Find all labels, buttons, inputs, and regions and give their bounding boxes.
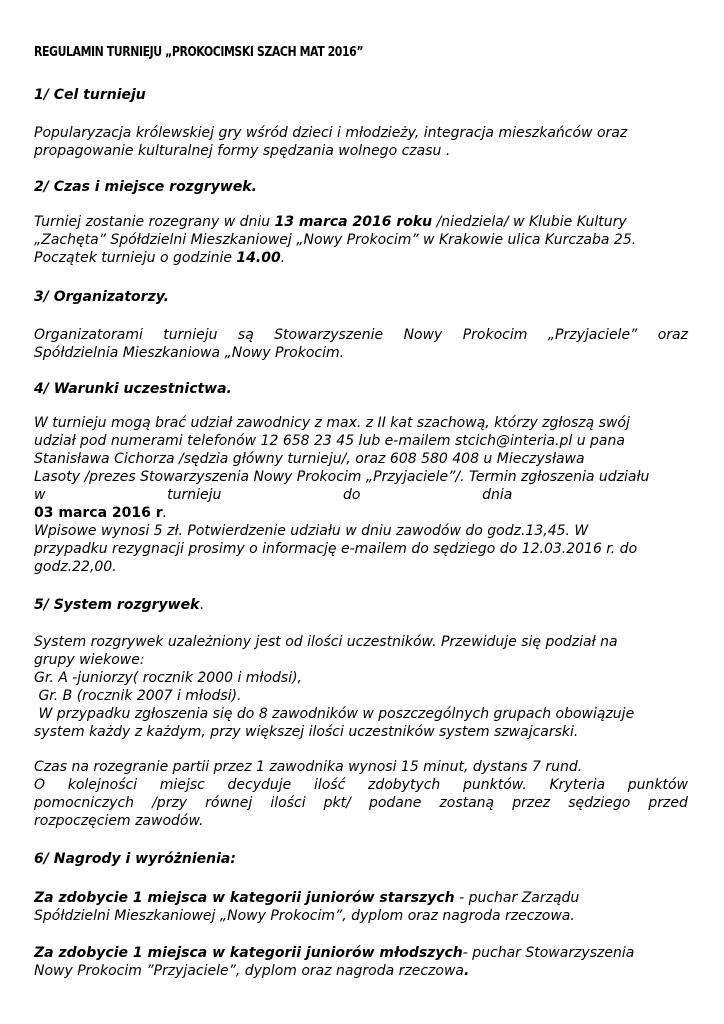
- section-5-line-3: Gr. A -juniorzy( rocznik 2000 i młodsi),: [34, 670, 303, 686]
- section-4-line-2: udział pod numerami telefonów 12 658 23 45 lub e-mailem stcich@interia.pl u pana: [34, 433, 625, 449]
- w: w: [34, 487, 46, 503]
- section-5-line-9: [34, 794, 688, 812]
- w: turnieju: [167, 487, 222, 503]
- w: /przy: [152, 795, 188, 811]
- section-1-heading: 1/ Cel turnieju: [34, 87, 146, 103]
- section-5-line-1: System rozgrywek uzależniony jest od ilości uczestników. Przewiduje się podział na: [34, 634, 618, 650]
- section-5-line-6: system każdy z każdym, przy większej ilości uczestników system szwajcarski.: [34, 724, 579, 740]
- text: .: [280, 250, 286, 266]
- w: są: [237, 327, 254, 343]
- section-6-line-1: [34, 889, 688, 907]
- text: /niedziela/ w Klubie Kultury: [432, 214, 627, 230]
- section-5-line-10: rozpoczęciem zawodów.: [34, 813, 204, 829]
- section-5-line-4: Gr. B (rocznik 2007 i młodsi).: [34, 688, 242, 704]
- section-4-line-9: godz.22,00.: [34, 559, 117, 575]
- section-4-line-3: Stanisława Cichorza /sędzia główny turnieju/, oraz 608 580 408 u Mieczysława: [34, 451, 585, 467]
- section-4-line-4: Lasoty /prezes Stowarzyszenia Nowy Prokocim „Przyjaciele”/. Termin zgłoszenia udziału: [34, 469, 650, 485]
- section-5-line-2: grupy wiekowe:: [34, 652, 145, 668]
- w: podane: [368, 795, 422, 811]
- text: - puchar Stowarzyszenia: [462, 945, 635, 961]
- section-5-line-8: [34, 776, 688, 794]
- w: Prokocim: [462, 327, 528, 343]
- w: ilość: [313, 777, 346, 793]
- section-2-heading: 2/ Czas i miejsce rozgrywek.: [34, 179, 257, 195]
- w: oraz: [657, 327, 688, 343]
- w: ilości: [270, 795, 306, 811]
- text: Nowy Prokocim ”Przyjaciele”, dyplom oraz nagroda rzeczowa: [34, 963, 464, 979]
- section-6-line-2: Spółdzielni Mieszkaniowej „Nowy Prokocim”, dyplom oraz nagroda rzeczowa.: [34, 908, 575, 924]
- w: Organizatorami: [34, 327, 143, 343]
- w: pkt/: [323, 795, 351, 811]
- time-bold: 14.00: [236, 250, 281, 266]
- text: - puchar Zarządu: [454, 890, 580, 906]
- w: O: [34, 777, 46, 793]
- section-4-line-7: Wpisowe wynosi 5 zł. Potwierdzenie udziału w dniu zawodów do godz.13,45. W: [34, 523, 589, 539]
- w: do: [343, 487, 361, 503]
- section-2-line-3: [34, 249, 688, 267]
- prize-2-bold: Za zdobycie 1 miejsca w kategorii juniorów młodszych: [34, 945, 463, 961]
- w: punktów: [627, 777, 688, 793]
- w: decyduje: [227, 777, 292, 793]
- section-5-heading: [34, 596, 688, 614]
- text: .: [463, 963, 470, 979]
- w: Kryteria: [549, 777, 606, 793]
- text: Początek turnieju o godzinie: [34, 250, 237, 266]
- section-4-heading: 4/ Warunki uczestnictwa.: [34, 381, 232, 397]
- w: Nowy: [403, 327, 443, 343]
- w: miejsc: [159, 777, 205, 793]
- deadline-bold: 03 marca 2016 r: [34, 505, 163, 521]
- section-5-line-7: Czas na rozegranie partii przez 1 zawodnika wynosi 15 minut, dystans 7 rund.: [34, 759, 583, 775]
- text: Turniej zostanie rozegrany w dniu: [34, 214, 275, 230]
- w: kolejności: [67, 777, 138, 793]
- section-6-heading: 6/ Nagrody i wyróżnienia:: [34, 851, 236, 867]
- section-6-line-4: [34, 962, 688, 980]
- w: punktów.: [463, 777, 527, 793]
- section-4-line-8: przypadku rezygnacji prosimy o informację e-mailem do sędziego do 12.03.2016 r. do: [34, 541, 638, 557]
- w: „Przyjaciele”: [547, 327, 638, 343]
- prize-1-bold: Za zdobycie 1 miejsca w kategorii juniorów starszych: [34, 890, 455, 906]
- section-4-line-5: [34, 486, 634, 504]
- w: zdobytych: [367, 777, 441, 793]
- w: Stowarzyszenie: [274, 327, 384, 343]
- document-title: REGULAMIN TURNIEJU „PROKOCIMSKI SZACH MAT 2016”: [34, 45, 364, 60]
- text: .: [199, 597, 204, 613]
- section-5-line-5: W przypadku zgłoszenia się do 8 zawodników w poszczególnych grupach obowiązuje: [34, 706, 635, 722]
- section-3-line-1: [34, 326, 688, 344]
- heading-text: 5/ System rozgrywek: [34, 597, 200, 613]
- w: pomocniczych: [34, 795, 135, 811]
- section-2-line-2: „Zachęta” Spółdzielni Mieszkaniowej „Nowy Prokocim” w Krakowie ulica Kurczaba 25.: [34, 232, 637, 248]
- section-2-line-1: [34, 213, 688, 231]
- section-6-line-3: [34, 944, 688, 962]
- w: zostaną: [439, 795, 495, 811]
- w: przez: [512, 795, 551, 811]
- w: przed: [648, 795, 688, 811]
- section-4-line-6: [34, 504, 688, 522]
- w: równej: [205, 795, 253, 811]
- date-bold: 13 marca 2016 roku: [274, 214, 433, 230]
- section-1-line-2: propagowanie kulturalnej formy spędzania wolnego czasu .: [34, 143, 451, 159]
- section-3-line-2: Spółdzielnia Mieszkaniowa „Nowy Prokocim.: [34, 345, 345, 361]
- w: dnia: [482, 487, 513, 503]
- section-4-line-1: W turnieju mogą brać udział zawodnicy z max. z II kat szachową, którzy zgłoszą swój: [34, 415, 630, 431]
- section-1-line-1: Popularyzacja królewskiej gry wśród dzieci i młodzieży, integracja mieszkańców oraz: [34, 125, 628, 141]
- w: sędziego: [568, 795, 631, 811]
- section-3-heading: 3/ Organizatorzy.: [34, 289, 169, 305]
- text: .: [162, 505, 168, 521]
- w: turnieju: [163, 327, 218, 343]
